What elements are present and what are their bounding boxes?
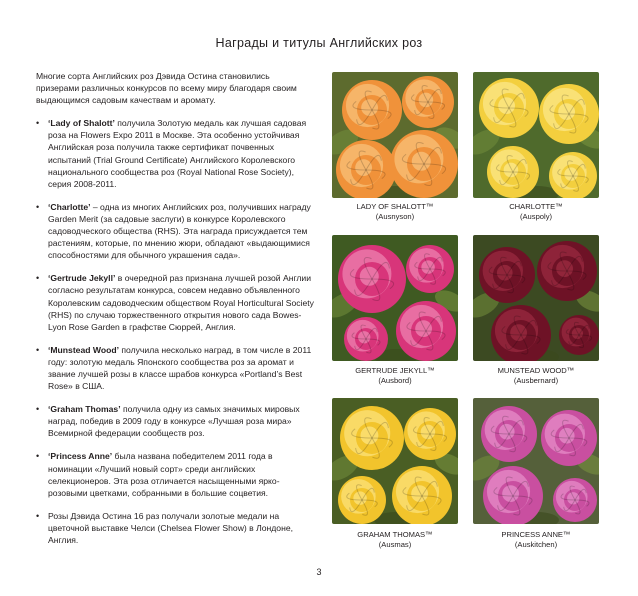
rose-caption-name: CHARLOTTE™ — [509, 202, 563, 211]
award-text: в очередной раз признана лучшей розой Англии согласно результатам конкурса, совсем недавно объявленного Королевским садоводческим обществом Royal Horticultural Society (RHS) по случаю торжественного открытия нового сада Bowes-Lyon Rose Garden в графстве Сюррей, Англия. — [48, 273, 314, 332]
rose-caption-code: (Auskitchen) — [514, 540, 558, 549]
page-number: 3 — [316, 567, 322, 577]
award-item — [36, 117, 314, 190]
rose-caption-name: GERTRUDE JEKYLL™ — [355, 366, 435, 375]
rose-caption-code: (Auspoly) — [519, 212, 553, 221]
award-rose-name: ‘Munstead Wood’ — [48, 344, 119, 355]
rose-caption — [456, 202, 616, 222]
rose-caption-code: (Ausbernard) — [513, 376, 559, 385]
rose-caption-name: MUNSTEAD WOOD™ — [497, 366, 575, 375]
rose-caption — [456, 366, 616, 386]
rose-caption — [315, 530, 475, 550]
rose-caption-code: (Ausnyson) — [375, 212, 415, 221]
text-column — [36, 70, 314, 557]
rose-caption — [456, 530, 616, 550]
award-rose-name: ‘Princess Anne’ — [48, 451, 113, 462]
award-text: получила Золотую медаль как лучшая садовая роза на Flowers Expo 2011 в Москве. Эта особенно устойчивая Английская роза получила также сертификат почвенных испытаний (Trial Ground Certificate) Английского Королевского национального сообщества роз (Royal National Rose Society), серия 2008-2011. — [48, 118, 307, 189]
award-rose-name: ‘Gertrude Jekyll’ — [48, 273, 116, 284]
rose-caption-code: (Ausbord) — [378, 376, 412, 385]
rose-caption-name: GRAHAM THOMAS™ — [357, 530, 433, 539]
rose-photo-lady-of-shalott — [332, 72, 458, 198]
award-text: получила несколько наград, в том числе в 2011 году: золотую медаль Японского сообщества роз за аромат и звание лучшей розы в классе шрабов конкурса «Portland’s Best Rose» в США. — [48, 344, 312, 392]
rose-caption-name: LADY OF SHALOTT™ — [356, 202, 434, 211]
intro-paragraph: Многие сорта Английских роз Дэвида Остина становились призерами различных конкурсов по всему миру благодаря своим выдающимся садовым качествам и аромату. — [36, 71, 297, 106]
page-title: Награды и титулы Английских роз — [215, 36, 423, 50]
awards-list — [36, 117, 314, 546]
award-text: Розы Дэвида Остина 16 раз получали золотые медали на цветочной выставке Челси (Chelsea Flower Show) в Лондоне, Англия. — [48, 510, 293, 545]
award-item — [36, 344, 314, 392]
rose-photo-graham-thomas — [332, 398, 458, 524]
rose-caption — [315, 202, 475, 222]
award-text: была названа победителем 2011 года в номинации «Лучший новый сорт» среди английских селекционеров. Эта роза отличается насыщенными ярко-розовыми цветками, собранными в большие соцветия. — [48, 451, 280, 498]
rose-photo-munstead-wood — [473, 235, 599, 361]
award-item — [36, 272, 314, 332]
award-item — [36, 201, 314, 261]
rose-caption-code: (Ausmas) — [378, 540, 412, 549]
rose-photo-gertrude-jekyll — [332, 235, 458, 361]
award-item — [36, 403, 314, 439]
award-rose-name: ‘Graham Thomas’ — [48, 404, 121, 415]
award-rose-name: ‘Lady of Shalott’ — [48, 118, 115, 129]
award-item — [36, 450, 314, 498]
award-rose-name: ‘Charlotte’ — [48, 201, 91, 212]
award-text: – одна из многих Английских роз, получивших награду Garden Merit (за садовые заслуги) в конкурсе Королевского садоводческого общества (RHS). Эта награда присуждается тем растениям, которые, по мнению жюри, обладают «выдающимися способностями для обычного украшения сада». — [48, 201, 311, 261]
award-text: получила одну из самых значимых мировых наград, победив в 2009 году в конкурсе «Лучшая роза мира» Всемирной федерации сообществ роз. — [48, 404, 300, 439]
rose-caption — [315, 366, 475, 386]
rose-caption-name: PRINCESS ANNE™ — [501, 530, 571, 539]
award-item — [36, 510, 314, 546]
rose-photo-charlotte — [473, 72, 599, 198]
rose-photo-princess-anne — [473, 398, 599, 524]
